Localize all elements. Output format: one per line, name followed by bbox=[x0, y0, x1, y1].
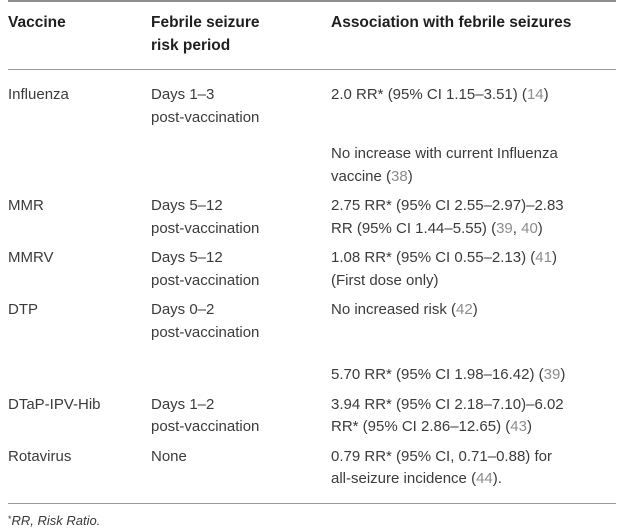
cell-association bbox=[331, 70, 616, 130]
cell-association bbox=[331, 344, 616, 387]
header-risk-period bbox=[151, 1, 331, 70]
assoc-text: 2.0 RR* (95% CI 1.15–3.51) ( bbox=[331, 86, 527, 103]
period-line1: None bbox=[151, 447, 187, 465]
table-row bbox=[8, 292, 616, 344]
cell-risk-period bbox=[151, 240, 331, 292]
assoc-text: (First dose only) bbox=[331, 271, 439, 289]
reference-link[interactable]: 44 bbox=[476, 470, 493, 487]
cell-risk-period bbox=[151, 70, 331, 130]
assoc-text: vaccine ( bbox=[331, 167, 392, 185]
assoc-text-end: ) bbox=[472, 301, 478, 318]
reference-link[interactable]: 38 bbox=[391, 167, 408, 185]
cell-association bbox=[331, 240, 616, 292]
assoc-text: 0.79 RR* (95% CI, 0.71–0.88) for bbox=[331, 447, 552, 465]
assoc-text-end: ) bbox=[560, 366, 566, 383]
assoc-text: 3.94 RR* (95% CI 2.18–7.10)–6.02 bbox=[331, 395, 564, 413]
cell-vaccine: MMR bbox=[8, 197, 44, 214]
cell-association bbox=[331, 129, 616, 188]
table-row bbox=[8, 240, 616, 292]
header-association: Association with febrile seizures bbox=[331, 1, 616, 70]
assoc-text-end: ) bbox=[407, 167, 413, 185]
table-row bbox=[8, 344, 616, 387]
reference-link[interactable]: 43 bbox=[510, 418, 527, 435]
footnote-text: RR, Risk Ratio. bbox=[11, 512, 101, 528]
assoc-text-end: ) bbox=[537, 219, 543, 237]
cell-risk-period bbox=[151, 292, 331, 344]
cell-vaccine: DTaP-IPV-Hib bbox=[8, 395, 101, 413]
table-row bbox=[8, 70, 616, 130]
ref-separator: , bbox=[512, 219, 522, 237]
cell-association bbox=[331, 439, 616, 504]
assoc-text-end: ) bbox=[526, 418, 532, 435]
header-risk-period-line2: risk period bbox=[151, 37, 231, 54]
period-line2: post-vaccination bbox=[151, 323, 260, 341]
table-row bbox=[8, 129, 616, 188]
cell-vaccine: DTP bbox=[8, 301, 38, 318]
table-row bbox=[8, 387, 616, 439]
assoc-text: all-seizure incidence ( bbox=[331, 470, 477, 487]
header-risk-period-line1: Febrile seizure bbox=[151, 14, 260, 31]
cell-risk-period bbox=[151, 344, 331, 387]
reference-link[interactable]: 40 bbox=[521, 219, 538, 237]
cell-risk-period bbox=[151, 387, 331, 439]
footnote-mark: * bbox=[8, 513, 12, 524]
table-row bbox=[8, 188, 616, 240]
period-line2: post-vaccination bbox=[151, 108, 260, 126]
assoc-text: No increase with current Influenza bbox=[331, 145, 558, 162]
period-line1: Days 5–12 bbox=[151, 197, 223, 214]
table-body bbox=[8, 70, 616, 504]
reference-link[interactable]: 41 bbox=[535, 249, 552, 266]
period-line2: post-vaccination bbox=[151, 219, 260, 237]
assoc-text: 5.70 RR* (95% CI 1.98–16.42) ( bbox=[331, 366, 544, 383]
reference-link[interactable]: 14 bbox=[526, 86, 544, 103]
cell-risk-period bbox=[151, 129, 331, 188]
vaccine-febrile-seizure-table bbox=[8, 0, 616, 530]
period-line2: post-vaccination bbox=[151, 418, 260, 435]
cell-vaccine: MMRV bbox=[8, 249, 54, 266]
reference-link[interactable]: 42 bbox=[456, 301, 473, 318]
assoc-text: No increased risk ( bbox=[331, 301, 457, 318]
assoc-text-end: ) bbox=[551, 249, 557, 266]
table-row bbox=[8, 439, 616, 504]
table-footnote bbox=[8, 512, 616, 530]
reference-link[interactable]: 39 bbox=[496, 219, 513, 237]
data-table bbox=[8, 0, 616, 504]
cell-association bbox=[331, 292, 616, 344]
assoc-text: 2.75 RR* (95% CI 2.55–2.97)–2.83 bbox=[331, 197, 564, 214]
reference-link[interactable]: 39 bbox=[543, 366, 561, 383]
period-line1: Days 0–2 bbox=[151, 301, 215, 318]
assoc-text: RR* (95% CI 2.86–12.65) ( bbox=[331, 418, 511, 435]
period-line1: Days 1–3 bbox=[151, 86, 215, 103]
cell-vaccine: Influenza bbox=[8, 86, 69, 103]
cell-risk-period bbox=[151, 439, 331, 504]
assoc-text: RR (95% CI 1.44–5.55) ( bbox=[331, 219, 497, 237]
assoc-text-end: ) bbox=[543, 86, 549, 103]
period-line2: post-vaccination bbox=[151, 271, 260, 289]
table-header bbox=[8, 1, 616, 70]
cell-vaccine bbox=[8, 129, 151, 188]
period-line1: Days 1–2 bbox=[151, 395, 215, 413]
cell-association bbox=[331, 387, 616, 439]
cell-association bbox=[331, 188, 616, 240]
assoc-text: 1.08 RR* (95% CI 0.55–2.13) ( bbox=[331, 249, 536, 266]
cell-vaccine bbox=[8, 344, 151, 387]
cell-vaccine: Rotavirus bbox=[8, 439, 151, 504]
cell-risk-period bbox=[151, 188, 331, 240]
period-line1: Days 5–12 bbox=[151, 249, 223, 266]
header-vaccine: Vaccine bbox=[8, 1, 151, 70]
assoc-text-end: ). bbox=[492, 470, 502, 487]
